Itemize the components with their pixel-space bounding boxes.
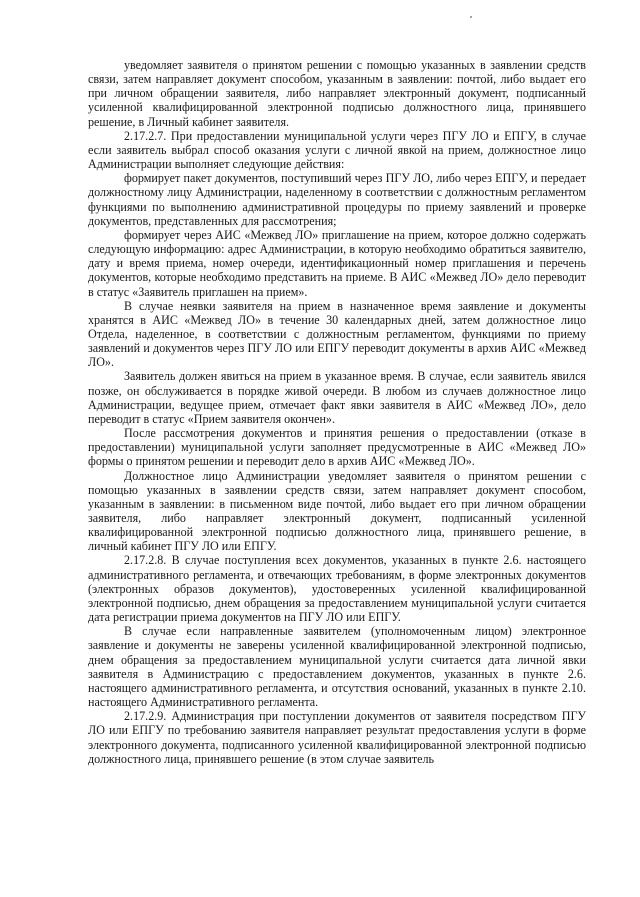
scan-dot: [470, 16, 472, 18]
paragraph-2: 2.17.2.7. При предоставлении муниципальной услуги через ПГУ ЛО и ЕПГУ, в случае если заявитель выбрал способ оказания услуги с личной явкой на прием, должностное лицо Администрации выполняет следующие действия:: [88, 128, 586, 172]
paragraph-6: Заявитель должен явиться на прием в указанное время. В случае, если заявитель явился позже, он обслуживается в порядке живой очереди. В любом из случаев должностное лицо Администрации, ведущее прием, отмечает факт явки заявителя в АИС «Межвед ЛО», дело переводит в статус «Прием заявителя окончен».: [88, 369, 586, 426]
document-page: [88, 58, 586, 766]
paragraph-10: В случае если направленные заявителем (уполномоченным лицом) электронное заявление и документы не заверены усиленной квалифицированной электронной подписью, днем обращения за предоставлением муниципальной услуги считается дата личной явки заявителя в Администрацию с предоставлением документов, указанных в пункте 2.6. настоящего административного регламента, и отсутствия оснований, указанных в пункте 2.10. настоящего Административного регламента.: [88, 624, 586, 710]
paragraph-11: 2.17.2.9. Администрация при поступлении документов от заявителя посредством ПГУ ЛО или ЕПГУ по требованию заявителя направляет результат предоставления услуги в форме электронного документа, подписанного усиленной квалифицированной электронной подписью должностного лица, принявшего решение (в этом случае заявитель: [88, 709, 586, 766]
paragraph-9: 2.17.2.8. В случае поступления всех документов, указанных в пункте 2.6. настоящего административного регламента, и отвечающих требованиям, в форме электронных документов (электронных образов документов), удостоверенных усиленной квалифицированной электронной подписью, днем обращения за предоставлением муниципальной услуги считается дата регистрации приема документов на ПГУ ЛО или ЕПГУ.: [88, 553, 586, 625]
paragraph-4: формирует через АИС «Межвед ЛО» приглашение на прием, которое должно содержать следующую информацию: адрес Администрации, в которую необходимо обратиться заявителю, дату и время приема, номер очереди, идентификационный номер приглашения и перечень документов, которые необходимо представить на приеме. В АИС «Межвед ЛО» дело переводит в статус «Заявитель приглашен на прием».: [88, 227, 586, 299]
paragraph-3: формирует пакет документов, поступивший через ПГУ ЛО, либо через ЕПГУ, и передает должностному лицу Администрации, наделенному в соответствии с должностным регламентом функциями по выполнению административной процедуры по приему заявлений и проверке документов, представленных для рассмотрения;: [88, 171, 586, 228]
paragraph-7: После рассмотрения документов и принятия решения о предоставлении (отказе в предоставлении) муниципальной услуги заполняет предусмотренные в АИС «Межвед ЛО» формы о принятом решении и переводит дело в архив АИС «Межвед ЛО».: [88, 426, 586, 469]
paragraph-5: В случае неявки заявителя на прием в назначенное время заявление и документы хранятся в АИС «Межвед ЛО» в течение 30 календарных дней, затем должностное лицо Отдела, наделенное, в соответствии с должностным регламентом, функциями по приему заявлений и документов через ПГУ ЛО или ЕПГУ переводит документы в архив АИС «Межвед ЛО».: [88, 298, 586, 370]
paragraph-1: уведомляет заявителя о принятом решении с помощью указанных в заявлении средств связи, затем направляет документ способом, указанным в заявлении: почтой, либо выдает его при личном обращении заявителя, либо направляет электронный документ, подписанный усиленной квалифицированной электронной подписью должностного лица, принявшего решение, в Личный кабинет заявителя.: [88, 58, 586, 129]
paragraph-8: Должностное лицо Администрации уведомляет заявителя о принятом решении с помощью указанных в заявлении средств связи, затем направляет документ способом, указанным в заявлении: в письменном виде почтой, либо выдает его при личном обращении заявителя, либо направляет электронный документ, подписанный усиленной квалифицированной электронной подписью должностного лица, принявшего решение, в личный кабинет ПГУ ЛО или ЕПГУ.: [88, 468, 586, 554]
